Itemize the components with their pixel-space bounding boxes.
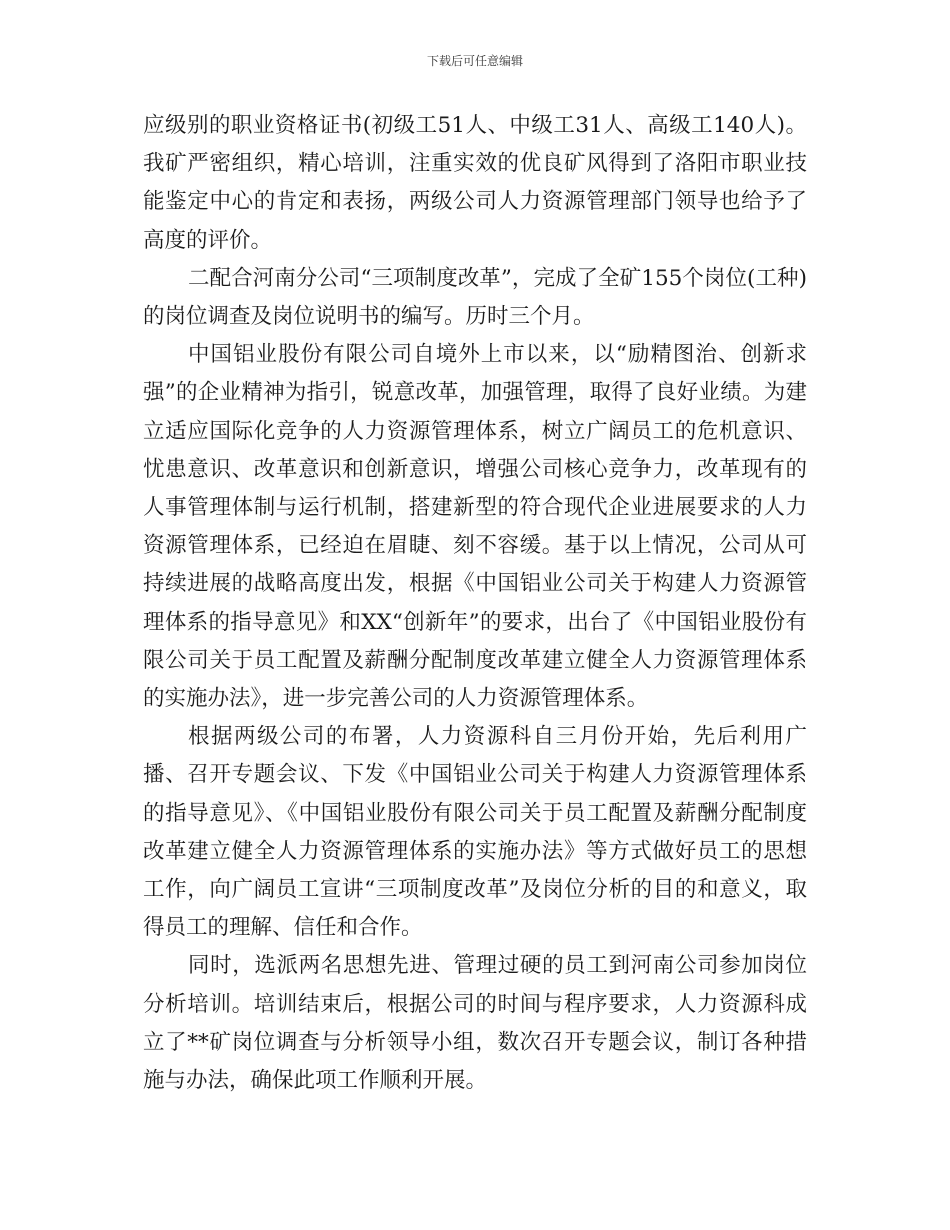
- page-header: 下载后可任意编辑: [426, 54, 523, 68]
- paragraph: 中国铝业股份有限公司自境外上市以来，以“励精图治、创新求强”的企业精神为指引，锐意改革，加强管理，取得了良好业绩。为建立适应国际化竞争的人力资源管理体系，树立广阔员工的危机意识、忧患意识、改革意识和创新意识，增强公司核心竞争力，改革现有的人事管理体制与运行机制，搭建新型的符合现代企业进展要求的人力资源管理体系，已经迫在眉睫、刻不容缓。基于以上情况，公司从可持续进展的战略高度出发，根据《中国铝业公司关于构建人力资源管理体系的指导意见》和XX“创新年”的要求，出台了《中国铝业股份有限公司关于员工配置及薪酬分配制度改革建立健全人力资源管理体系的实施办法》，进一步完善公司的人力资源管理体系。: [143, 342, 807, 712]
- paragraph: 同时，选派两名思想先进、管理过硬的员工到河南公司参加岗位分析培训。培训结束后，根据公司的时间与程序要求，人力资源科成立了**矿岗位调查与分析领导小组，数次召开专题会议，制订各种措施与办法，确保此项工作顺利开展。: [143, 953, 807, 1094]
- document-body: [143, 107, 807, 1100]
- paragraph: 二配合河南分公司“三项制度改革”，完成了全矿155个岗位(工种)的岗位调查及岗位说明书的编写。历时三个月。: [143, 265, 807, 330]
- paragraph: 应级别的职业资格证书(初级工51人、中级工31人、高级工140人)。我矿严密组织，精心培训，注重实效的优良矿风得到了洛阳市职业技能鉴定中心的肯定和表扬，两级公司人力资源管理部门领导也给予了高度的评价。: [143, 113, 807, 253]
- paragraph: 根据两级公司的布署，人力资源科自三月份开始，先后利用广播、召开专题会议、下发《中国铝业公司关于构建人力资源管理体系的指导意见》、《中国铝业股份有限公司关于员工配置及薪酬分配制度改革建立健全人力资源管理体系的实施办法》等方式做好员工的思想工作，向广阔员工宣讲“三项制度改革”及岗位分析的目的和意义，取得员工的理解、信任和合作。: [143, 724, 807, 941]
